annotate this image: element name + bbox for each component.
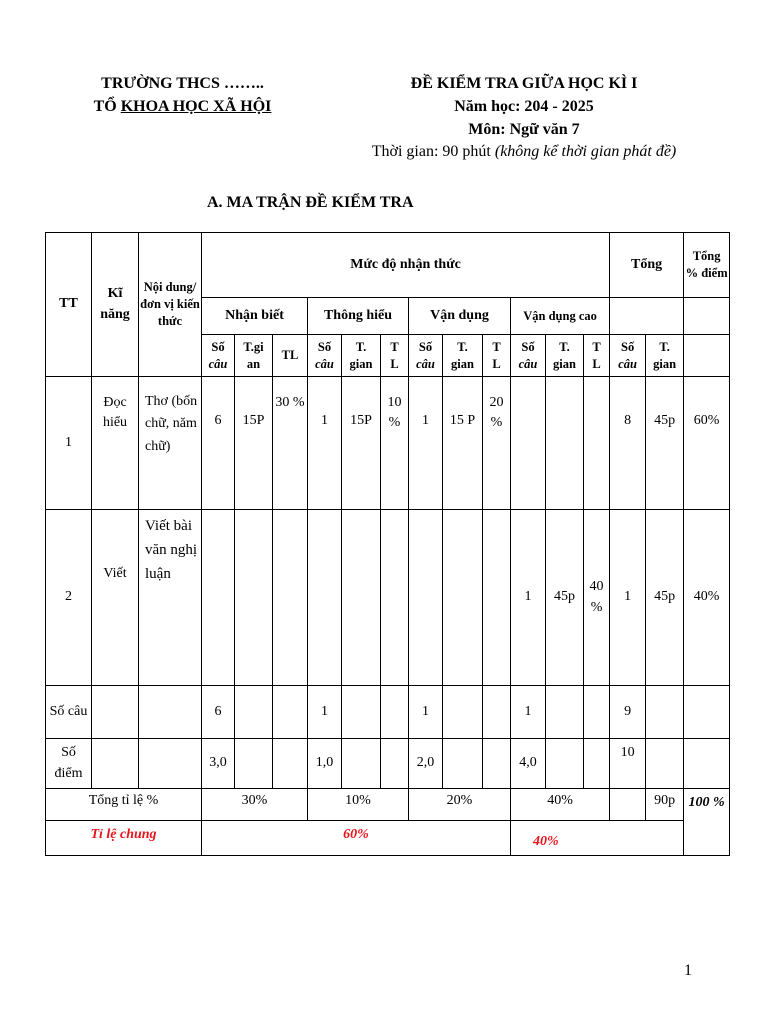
sub-so-cau: Số câu xyxy=(308,335,342,377)
empty-cell xyxy=(610,789,646,821)
sub-tl: T L xyxy=(584,335,610,377)
row2-noi-dung: Viết bài văn nghị luận xyxy=(139,510,202,686)
header-muc-do: Mức độ nhận thức xyxy=(202,233,610,298)
subject: Môn: Ngữ văn 7 xyxy=(468,121,580,138)
sub-so-cau: Số câu xyxy=(511,335,546,377)
row1-vd-so: 1 xyxy=(409,377,443,510)
empty-cell xyxy=(684,739,730,789)
row1-nb-tl: 30 % xyxy=(273,377,308,510)
sub-t-gian: T.gi an xyxy=(235,335,273,377)
row2-vdc-so: 1 xyxy=(511,510,546,686)
empty-cell xyxy=(139,686,202,739)
empty-cell xyxy=(483,686,511,739)
department-prefix: TỔ xyxy=(93,98,121,115)
tong-ti-le-pct: 100 % xyxy=(684,789,730,856)
empty-cell xyxy=(273,686,308,739)
empty-cell xyxy=(235,739,273,789)
empty-cell xyxy=(342,739,381,789)
empty-cell xyxy=(584,377,610,510)
so-cau-tong: 9 xyxy=(610,686,646,739)
exam-duration xyxy=(350,143,698,161)
row2-tong-so: 1 xyxy=(610,510,646,686)
so-diem-vd: 2,0 xyxy=(409,739,443,789)
empty-cell xyxy=(684,335,730,377)
so-diem-label: Số điểm xyxy=(46,739,92,789)
empty-cell xyxy=(381,510,409,686)
section-title: A. MA TRẬN ĐỀ KIỂM TRA xyxy=(207,194,414,211)
ti-le-chung-right: 40% xyxy=(511,821,684,856)
row1-pct: 60% xyxy=(684,377,730,510)
so-diem-tong: 10 xyxy=(610,739,646,789)
empty-cell xyxy=(381,739,409,789)
empty-cell xyxy=(443,510,483,686)
tong-ti-le-label: Tổng tỉ lệ % xyxy=(46,789,202,821)
row1-th-tg: 15P xyxy=(342,377,381,510)
row1-vd-tg: 15 P xyxy=(443,377,483,510)
sub-t-gian: T. gian xyxy=(546,335,584,377)
so-diem-vdc: 4,0 xyxy=(511,739,546,789)
empty-cell xyxy=(139,739,202,789)
empty-cell xyxy=(308,510,342,686)
sub-so-cau: Số câu xyxy=(610,335,646,377)
so-cau-vdc: 1 xyxy=(511,686,546,739)
row1-vd-tl: 20 % xyxy=(483,377,511,510)
level-van-dung-cao: Vận dụng cao xyxy=(511,298,610,335)
empty-cell xyxy=(273,739,308,789)
row1-noi-dung: Thơ (bốn chữ, năm chữ) xyxy=(139,377,202,510)
empty-cell xyxy=(483,739,511,789)
so-diem-nb: 3,0 xyxy=(202,739,235,789)
empty-cell xyxy=(684,686,730,739)
empty-cell xyxy=(546,739,584,789)
empty-cell xyxy=(483,510,511,686)
empty-cell xyxy=(584,686,610,739)
row1-nb-so: 6 xyxy=(202,377,235,510)
row2-vdc-tl: 40 % xyxy=(584,510,610,686)
sub-tl: TL xyxy=(273,335,308,377)
header-tong-pct: Tổng % điểm xyxy=(684,233,730,298)
duration-note: (không kể thời gian phát đề) xyxy=(494,143,677,160)
sub-t-gian: T. gian xyxy=(443,335,483,377)
empty-cell xyxy=(381,686,409,739)
tong-ti-le-vd: 20% xyxy=(409,789,511,821)
empty-cell xyxy=(546,686,584,739)
row1-th-so: 1 xyxy=(308,377,342,510)
so-diem-th: 1,0 xyxy=(308,739,342,789)
empty-cell xyxy=(443,686,483,739)
ti-le-chung-left: 60% xyxy=(202,821,511,856)
empty-cell xyxy=(409,510,443,686)
header-tt: TT xyxy=(46,233,92,377)
header-noi-dung: Nội dung/ đơn vị kiến thức xyxy=(139,233,202,377)
exam-title: ĐỀ KIỂM TRA GIỮA HỌC KÌ I xyxy=(410,75,638,92)
empty-cell xyxy=(235,686,273,739)
ti-le-chung-label: Tỉ lệ chung xyxy=(46,821,202,856)
row1-tong-so: 8 xyxy=(610,377,646,510)
row1-th-tl: 10 % xyxy=(381,377,409,510)
sub-so-cau: Số câu xyxy=(202,335,235,377)
header-tong: Tổng xyxy=(610,233,684,298)
empty-cell xyxy=(646,686,684,739)
level-nhan-biet: Nhận biết xyxy=(202,298,308,335)
tong-ti-le-vdc: 40% xyxy=(511,789,610,821)
page-number: 1 xyxy=(684,962,692,979)
so-cau-vd: 1 xyxy=(409,686,443,739)
sub-tl: T L xyxy=(483,335,511,377)
tong-ti-le-tg: 90p xyxy=(646,789,684,821)
empty-cell xyxy=(511,377,546,510)
empty-cell xyxy=(610,298,684,335)
school-name: TRƯỜNG THCS …….. xyxy=(101,75,264,92)
tong-ti-le-th: 10% xyxy=(308,789,409,821)
sub-tl: T L xyxy=(381,335,409,377)
tong-ti-le-nb: 30% xyxy=(202,789,308,821)
row1-nb-tg: 15P xyxy=(235,377,273,510)
header-ki-nang: Kĩ năng xyxy=(92,233,139,377)
sub-t-gian: T. gian xyxy=(342,335,381,377)
empty-cell xyxy=(342,510,381,686)
row2-pct: 40% xyxy=(684,510,730,686)
exam-matrix-table xyxy=(45,232,730,856)
empty-cell xyxy=(92,739,139,789)
sub-t-gian: T. gian xyxy=(646,335,684,377)
empty-cell xyxy=(443,739,483,789)
empty-cell xyxy=(684,298,730,335)
level-thong-hieu: Thông hiểu xyxy=(308,298,409,335)
row1-tt: 1 xyxy=(46,377,92,510)
so-cau-th: 1 xyxy=(308,686,342,739)
level-van-dung: Vận dụng xyxy=(409,298,511,335)
duration-text: Thời gian: 90 phút xyxy=(371,143,495,160)
empty-cell xyxy=(92,686,139,739)
empty-cell xyxy=(584,739,610,789)
empty-cell xyxy=(273,510,308,686)
row2-vdc-tg: 45p xyxy=(546,510,584,686)
department-label: KHOA HỌC XÃ HỘI xyxy=(120,98,272,115)
empty-cell xyxy=(646,739,684,789)
sub-so-cau: Số câu xyxy=(409,335,443,377)
department-name xyxy=(60,98,305,116)
so-cau-label: Số câu xyxy=(46,686,92,739)
row2-ki-nang: Viết xyxy=(92,510,139,686)
empty-cell xyxy=(235,510,273,686)
row2-tt: 2 xyxy=(46,510,92,686)
empty-cell xyxy=(342,686,381,739)
empty-cell xyxy=(546,377,584,510)
empty-cell xyxy=(202,510,235,686)
school-year: Năm học: 204 - 2025 xyxy=(454,98,594,115)
so-cau-nb: 6 xyxy=(202,686,235,739)
row2-tong-tg: 45p xyxy=(646,510,684,686)
row1-ki-nang: Đọc hiểu xyxy=(92,377,139,510)
row1-tong-tg: 45p xyxy=(646,377,684,510)
